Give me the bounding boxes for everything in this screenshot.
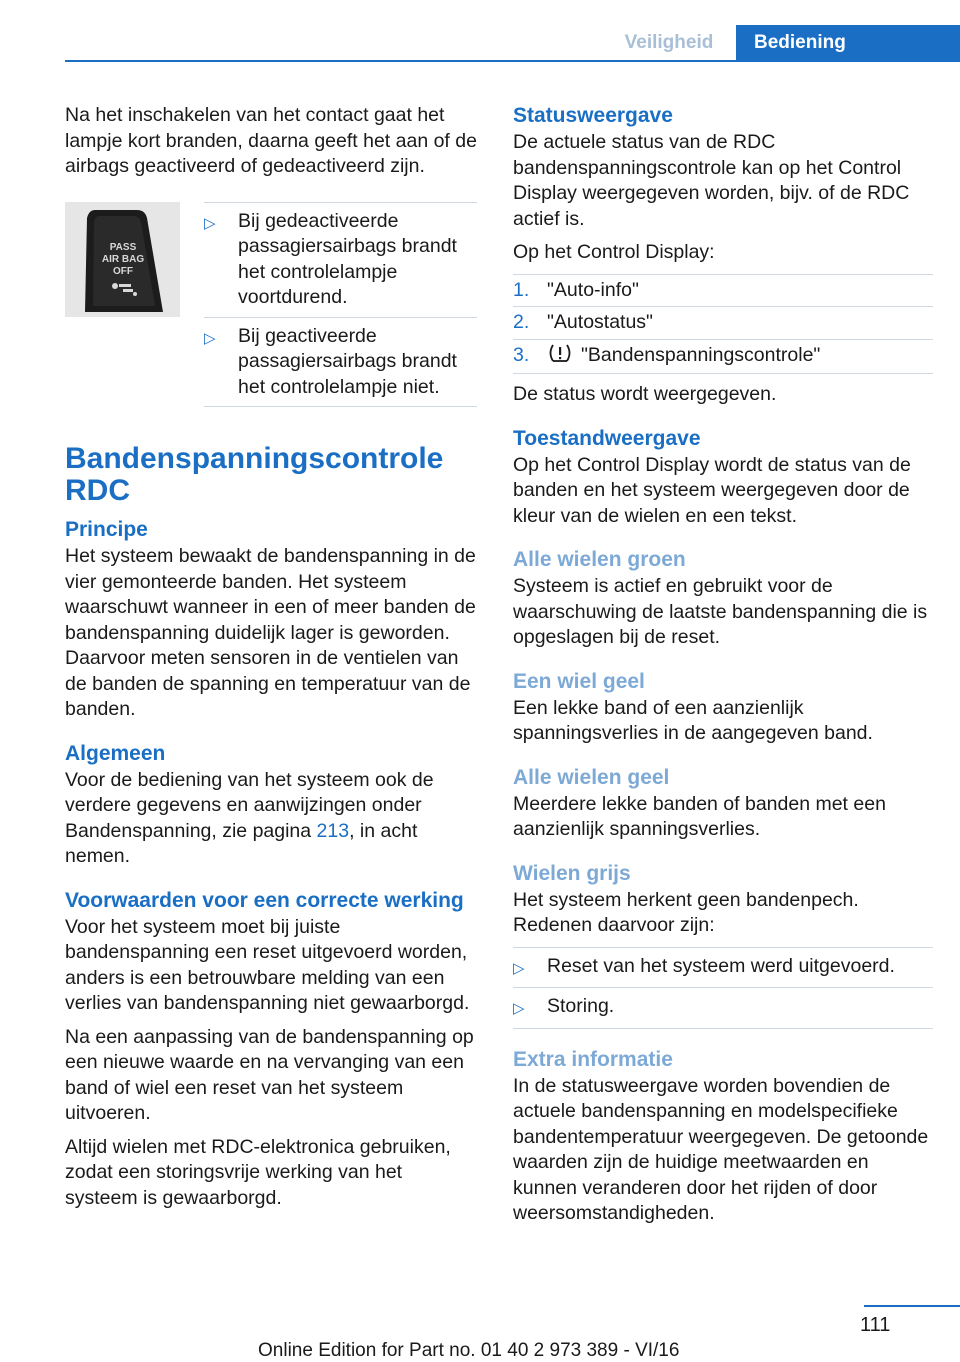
menu-steps-list <box>513 274 933 375</box>
section-algemeen: Algemeen Voor de bediening van het systeem ook de verdere gegevens en aanwijzingen onder Bandenspanning, zie pagina 213, in acht nemen. <box>65 741 477 870</box>
section-heading: Alle wielen geel <box>513 765 670 789</box>
airbag-label-line2: AIR BAG <box>101 253 145 265</box>
section-heading: Extra informatie <box>513 1047 673 1071</box>
section-alle-wielen-groen: Alle wielen groen Systeem is actief en gebruikt voor de waarschuwing de laatste bandenspanning die is opgeslagen bij de reset. <box>513 547 933 651</box>
section-toestandweergave: Toestandweergave Op het Control Display wordt de status van de banden en het systeem weergegeven door de kleur van de wielen en een tekst. <box>513 426 933 530</box>
tire-pressure-warning-icon <box>547 343 581 371</box>
section-statusweergave: Statusweergave De actuele status van de RDC bandenspanningscontrole kan op het Control Display weergegeven worden, bijv. of de RDC actief is. Op het Control Display: 1. "Auto-info" 2. "Autostatus" 3. "Bandenspanningscontrole" De status wordt weergegeven. <box>513 103 933 408</box>
list-item: ▷ Storing. <box>513 988 933 1029</box>
triangle-bullet-icon: ▷ <box>204 214 216 232</box>
tab-veiligheid[interactable]: Veiligheid <box>624 31 714 53</box>
list-item: ▷ Bij gedeactiveerde passagiersairbags brandt het controlelampje voortdurend. <box>204 203 477 318</box>
airbag-indicator-block <box>65 202 477 408</box>
header-rule <box>65 60 960 62</box>
left-column <box>65 103 477 1219</box>
page-link[interactable]: 213 <box>316 819 350 842</box>
section-voorwaarden: Voorwaarden voor een correcte werking Voor het systeem moet bij juiste bandenspanning een reset uitgevoerd worden, anders is een betrouwbare melding van een verlies van bandenspanning niet gewaarborgd. Na een aanpassing van de bandenspanning op een nieuwe waarde en na vervanging van een band of wiel een reset van het systeem uitvoeren. Altijd wielen met RDC-elektronica gebruiken, zodat een storingsvrije werking van het systeem is gewaarborgd. <box>65 888 477 1212</box>
section-wielen-grijs: Wielen grijs Het systeem herkent geen bandenpech. Redenen daarvoor zijn: ▷ Reset van het systeem werd uitgevoerd. ▷ Storing. <box>513 861 933 1029</box>
section-heading: Alle wielen groen <box>513 548 686 571</box>
triangle-bullet-icon: ▷ <box>513 959 525 977</box>
section-heading: Toestandweergave <box>513 426 701 450</box>
section-heading: Wielen grijs <box>513 861 631 885</box>
section-heading: Algemeen <box>65 741 166 765</box>
list-item: 1. "Auto-info" <box>513 275 933 308</box>
pass-airbag-off-image <box>65 202 180 317</box>
page-number: 111 <box>860 1314 891 1336</box>
intro-paragraph: Na het inschakelen van het contact gaat het lampje kort branden, daarna geeft het aan of de airbags geactiveerd of gedeactiveerd zijn. <box>65 104 477 177</box>
tab-bediening[interactable]: Bediening <box>736 25 960 61</box>
list-item: ▷ Reset van het systeem werd uitgevoerd. <box>513 948 933 989</box>
list-item: 2. "Autostatus" <box>513 307 933 340</box>
edition-footer: Online Edition for Part no. 01 40 2 973 389 - VI/16 <box>258 1340 680 1361</box>
section-extra-informatie: Extra informatie In de statusweergave worden bovendien de actuele bandenspanning en modelspecifieke bandentemperatuur weergegeven. De getoonde waarden zijn de huidige meetwaarden en kunnen veranderen door het rijden of door weersomstandigheden. <box>513 1047 933 1227</box>
section-een-wiel-geel: Een wiel geel Een lekke band of een aanzienlijk spanningsverlies in de aangegeven band. <box>513 669 933 747</box>
section-heading: Een wiel geel <box>513 669 645 693</box>
airbag-label-line1: PASS <box>109 241 137 253</box>
right-column <box>513 103 933 1235</box>
section-heading: Statusweergave <box>513 104 673 127</box>
section-heading: Principe <box>65 518 148 541</box>
section-principe: Principe Het systeem bewaakt de bandenspanning in de vier gemonteerde banden. Het systeem waarschuwt wanneer in een of meer banden de bandenspanning duidelijk lager is geworden. Daarvoor meten sensoren in de ventielen van de banden de spanning en temperatuur van de banden. <box>65 518 476 720</box>
list-item: ▷ Bij geactiveerde passagiersairbags brandt het controlelampje niet. <box>204 318 477 408</box>
triangle-bullet-icon: ▷ <box>513 1000 525 1017</box>
airbag-label-line3: OFF <box>113 265 133 277</box>
section-heading: Voorwaarden voor een correcte werking <box>65 888 464 912</box>
list-item: 3. "Bandenspanningscontrole" <box>513 340 933 375</box>
chapter-title: Bandenspanningscontrole RDC <box>65 442 444 507</box>
airbag-bullet-list <box>204 202 477 408</box>
triangle-bullet-icon: ▷ <box>204 329 216 347</box>
reasons-bullet-list <box>513 947 933 1029</box>
footer-rule <box>864 1305 960 1307</box>
section-alle-wielen-geel: Alle wielen geel Meerdere lekke banden of banden met een aanzienlijk spanningsverlies. <box>513 765 933 843</box>
